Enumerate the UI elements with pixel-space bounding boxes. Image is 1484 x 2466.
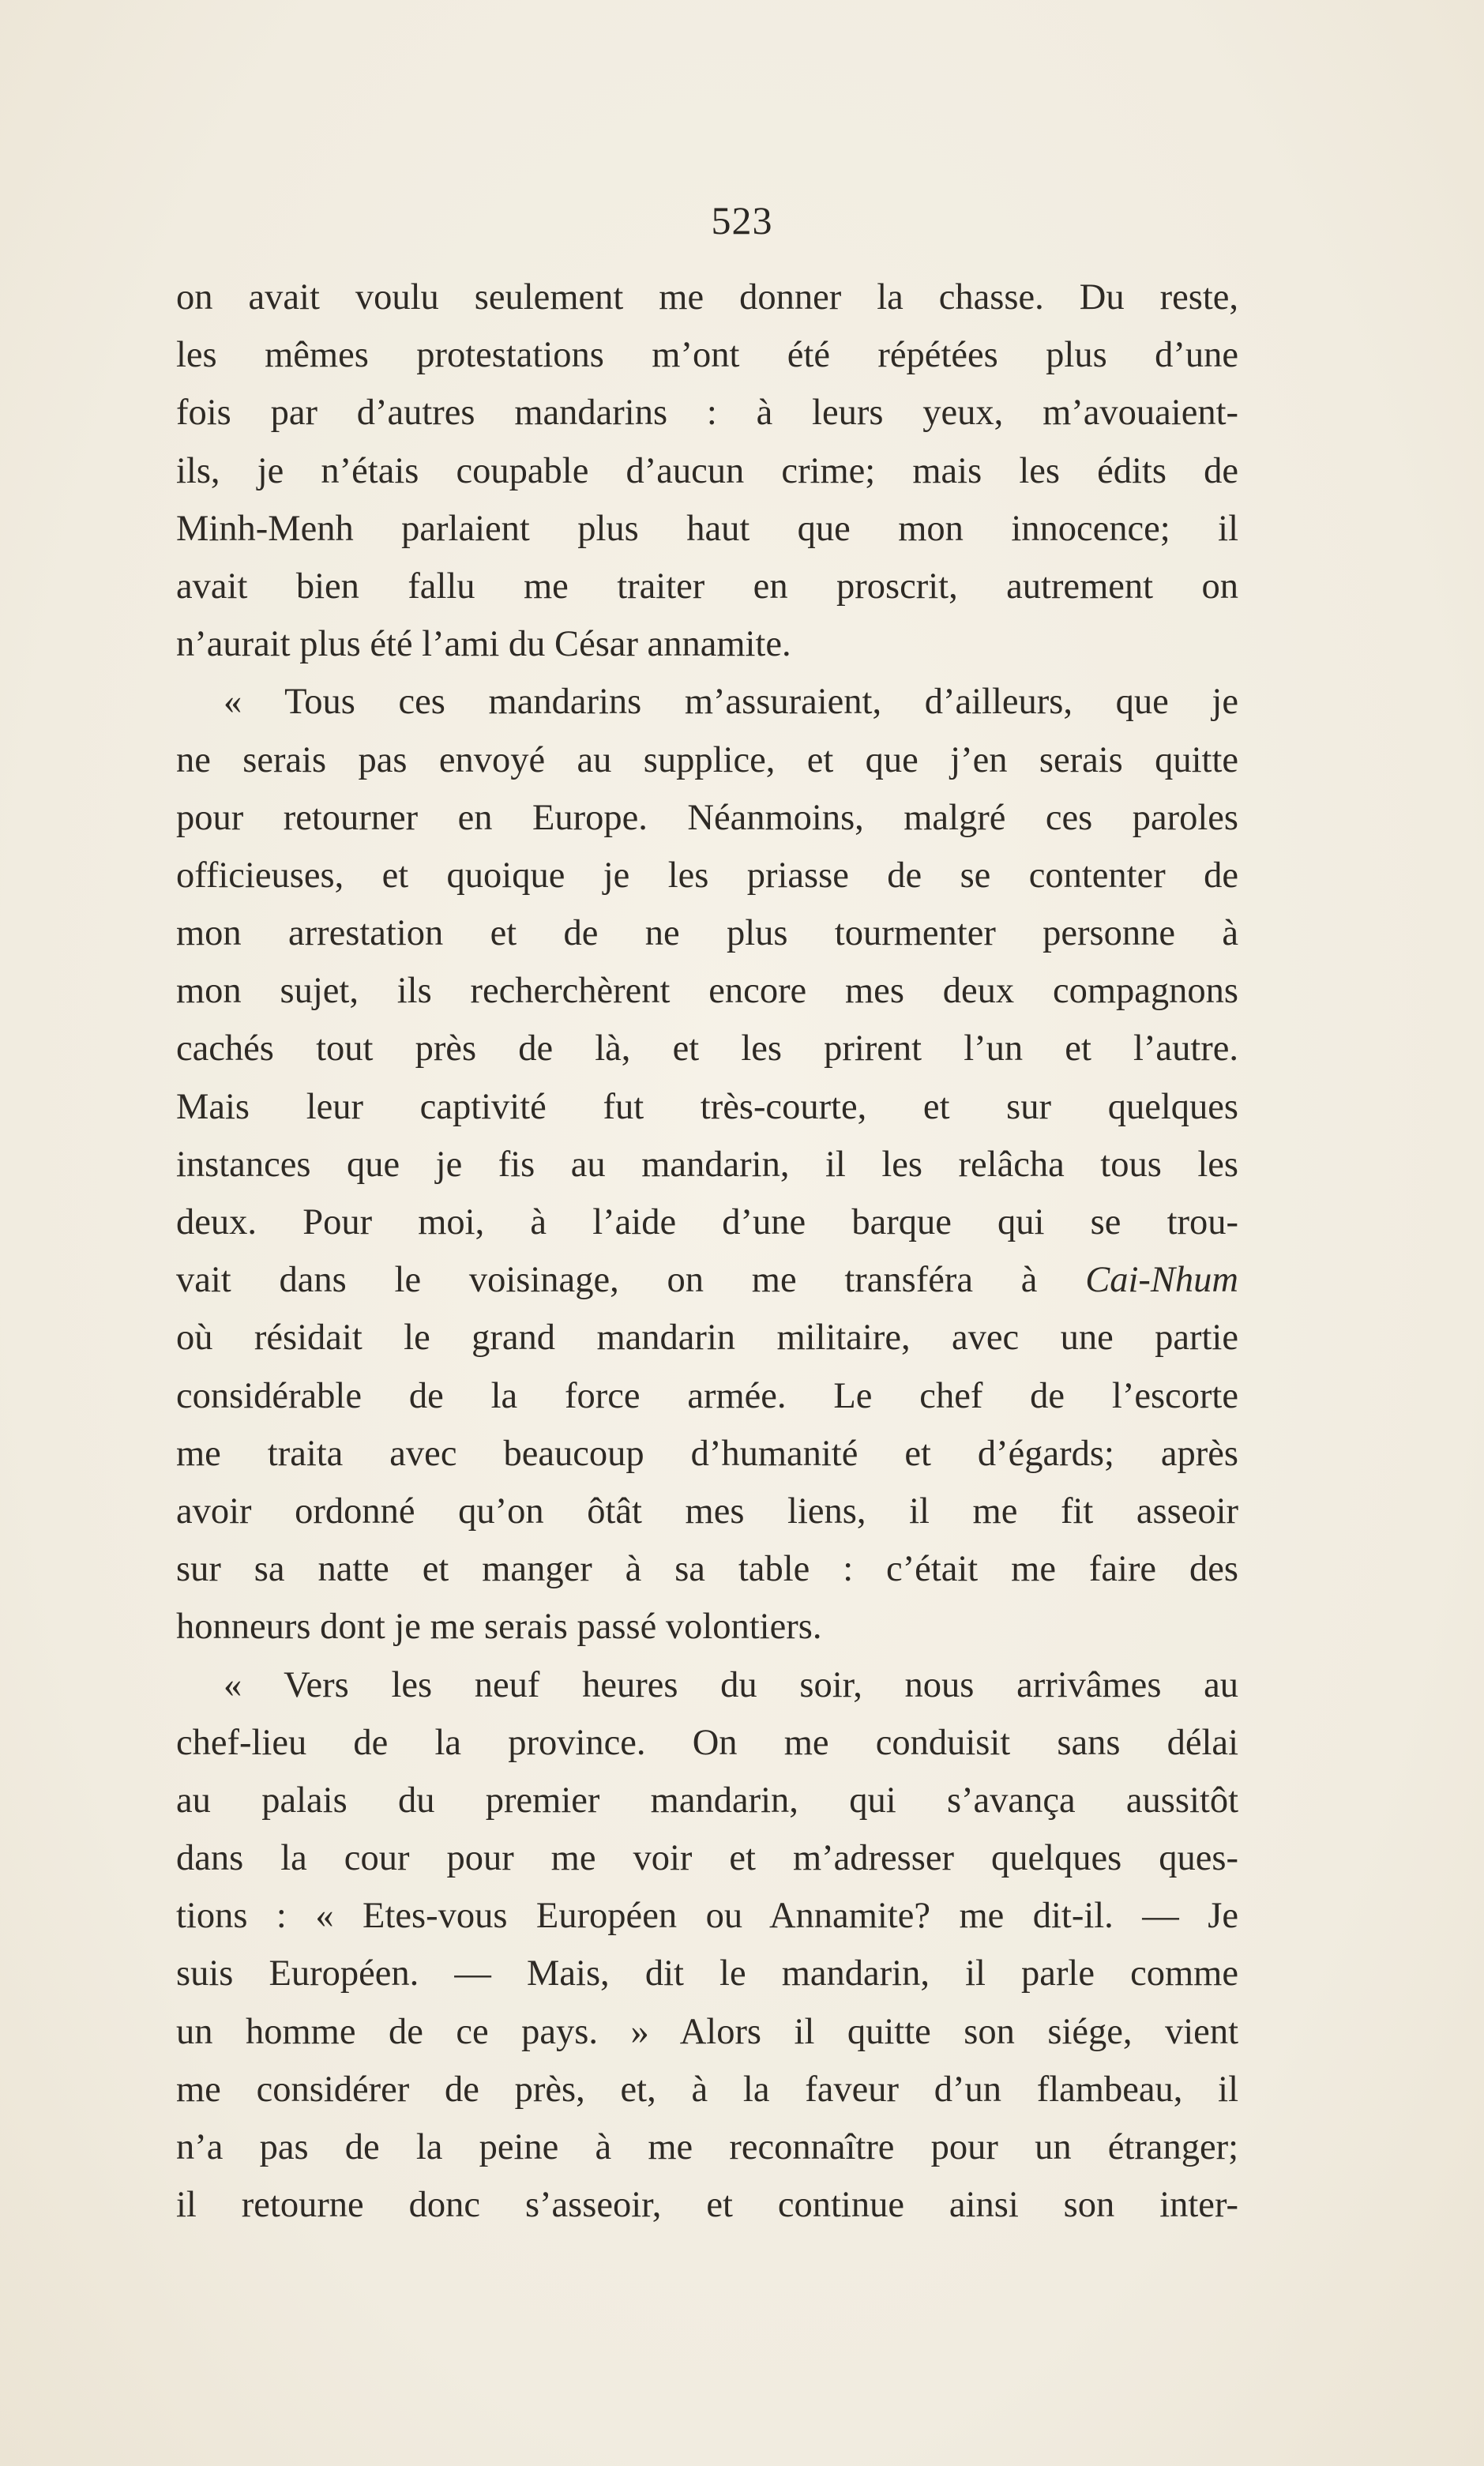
- text-line: suis Européen. — Mais, dit le mandarin, il parle comme: [176, 1953, 1238, 1994]
- text-line: chef-lieu de la province. On me conduisit sans délai: [176, 1722, 1238, 1763]
- text-line: sur sa natte et manger à sa table : c’était me faire des: [176, 1549, 1238, 1590]
- text-line: fois par d’autres mandarins : à leurs yeux, m’avouaient-: [176, 393, 1238, 434]
- text-line: me considérer de près, et, à la faveur d’un flambeau, il: [176, 2069, 1238, 2110]
- text-line: mon arrestation et de ne plus tourmenter personne à: [176, 913, 1238, 954]
- text-line: cachés tout près de là, et les prirent l’un et l’autre.: [176, 1028, 1238, 1069]
- text-line: tions : « Etes-vous Européen ou Annamite? me dit-il. — Je: [176, 1896, 1238, 1937]
- page-number: 523: [711, 198, 773, 242]
- text-line: Minh-Menh parlaient plus haut que mon innocence; il: [176, 508, 1238, 549]
- paragraph-start-line: « Tous ces mandarins m’assuraient, d’ailleurs, que je: [224, 682, 1238, 723]
- text-line: avoir ordonné qu’on ôtât mes liens, il me fit asseoir: [176, 1491, 1238, 1532]
- text-line: pour retourner en Europe. Néanmoins, malgré ces paroles: [176, 797, 1238, 838]
- paragraph-start-line: « Vers les neuf heures du soir, nous arrivâmes au: [224, 1664, 1238, 1705]
- text-line: officieuses, et quoique je les priasse de se contenter de: [176, 855, 1238, 896]
- text-line: n’aurait plus été l’ami du César annamite.: [176, 624, 791, 665]
- text-line: considérable de la force armée. Le chef de l’escorte: [176, 1375, 1238, 1416]
- text-line: n’a pas de la peine à me reconnaître pour un étranger;: [176, 2127, 1238, 2167]
- text-line: les mêmes protestations m’ont été répétées plus d’une: [176, 335, 1238, 376]
- text-line: où résidait le grand mandarin militaire, avec une partie: [176, 1318, 1238, 1359]
- text-line: me traita avec beaucoup d’humanité et d’égards; après: [176, 1433, 1238, 1474]
- text-line: instances que je fis au mandarin, il les relâcha tous les: [176, 1144, 1238, 1185]
- text-line: un homme de ce pays. » Alors il quitte son siége, vient: [176, 2011, 1238, 2052]
- text-line: honneurs dont je me serais passé volontiers.: [176, 1607, 822, 1648]
- line-text: vait dans le voisinage, on me transféra à: [176, 1260, 1086, 1301]
- place-name-italic: Cai-Nhum: [1085, 1260, 1238, 1301]
- text-line: ne serais pas envoyé au supplice, et que j’en serais quitte: [176, 739, 1238, 780]
- text-line: Mais leur captivité fut très-courte, et sur quelques: [176, 1086, 1238, 1127]
- body-text: [176, 269, 1238, 2234]
- text-line: avait bien fallu me traiter en proscrit, autrement on: [176, 566, 1238, 607]
- text-line: on avait voulu seulement me donner la chasse. Du reste,: [176, 277, 1238, 318]
- text-line: au palais du premier mandarin, qui s’avança aussitôt: [176, 1780, 1238, 1821]
- text-line: il retourne donc s’asseoir, et continue ainsi son inter-: [176, 2185, 1238, 2226]
- text-line-with-place-name: [176, 1251, 1238, 1309]
- text-line: mon sujet, ils recherchèrent encore mes deux compagnons: [176, 971, 1238, 1012]
- text-line: ils, je n’étais coupable d’aucun crime; mais les édits de: [176, 450, 1238, 491]
- text-line: dans la cour pour me voir et m’adresser quelques ques-: [176, 1838, 1238, 1879]
- text-line: deux. Pour moi, à l’aide d’une barque qui se trou-: [176, 1202, 1238, 1242]
